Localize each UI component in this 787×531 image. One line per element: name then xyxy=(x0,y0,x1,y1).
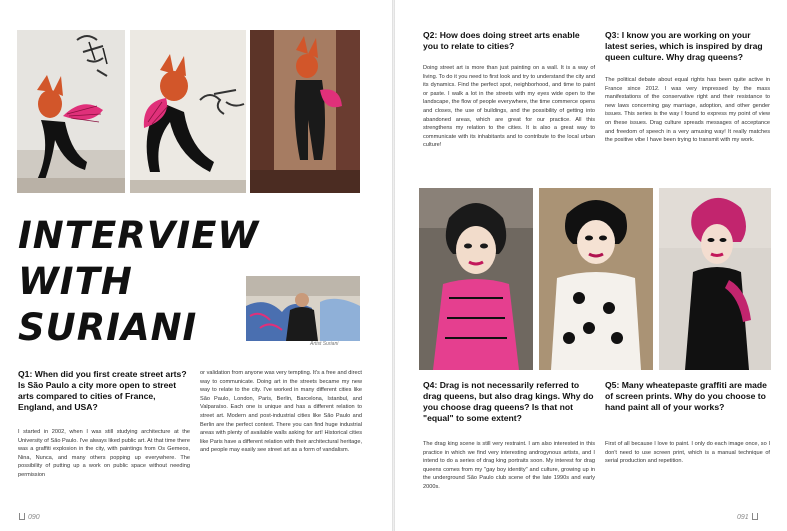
answer-3: The political debate about equal rights has been quite active in France since 2012. I was very impressed by the mass manifestations of the conservative right and their resistance to new laws concerning gay marriage, adoption, and other gender issues. This series is the way I found to express my point of view on these issues. Drag culture spreads messages of acceptance and freedom of speech in a very amusing way! It really matches the positive vibe I have been trying to transmit with my work. xyxy=(605,77,770,144)
question-1: Q1: When did you first create street arts? Is São Paulo a city more open to street arts compared to cities of France, England, and USA? xyxy=(18,369,187,412)
answer-1-column-1: I started in 2002, when I was still studying architecture at the University of São Paulo. I've always liked public art. At that time there was a graffiti explosion in the city, with paintings from Os Gemeos, Nina, Nunca, and many others popping up everywhere. The possibility of putting up a work on public space without needing permission xyxy=(18,429,190,478)
answer-2: Doing street art is more than just painting on a wall. It is a way of living. To do it you need to first look and try to understand the city and its dynamics. Find the perfect spot, neighborhood, and time to paint or paste. I walk a lot in the streets with my eyes wide open to the landscape, the flow of people everywhere, the time commerce opens and closes, the use of buildings, and the possibility of getting into abandoned areas, which are great for our practice. All this strengthens my relation to the cities. It is also a great way to communicate with its inhabitants and to contribute to the local urban culture! xyxy=(423,65,595,149)
title-line-2: SURIANI xyxy=(18,306,198,349)
photo-artist-portrait xyxy=(246,276,360,341)
left-page xyxy=(0,0,392,531)
page-number-left xyxy=(18,513,40,521)
photo-fox-graffiti-1 xyxy=(17,30,125,193)
page-number-right-text: 091 xyxy=(737,514,749,521)
question-4: Q4: Drag is not necessarily referred to drag queens, but also drag kings. Why do you choose drag queens? Is that not "equal" to some extent? xyxy=(423,380,594,423)
answer-1-column-2: or validation from anyone was very tempting. It's a free and direct way to communicate. Doing art in the streets became my new way to relate to the city. I've worked in many different cities like São Paulo, London, Paris, Berlin, Barcelona, Istanbul, and Valparaíso. Each one is unique and has a different relation to street art. Modern and post-industrial cities like São Paulo and Berlin are the perfect context. There you can find huge industrial areas with plenty of available walls asking for art! Historical cities like Paris have a different relation with their architectural heritage, and people may easily see street art as a form of vandalism. xyxy=(200,370,362,454)
photo-fox-graffiti-2 xyxy=(130,30,246,193)
question-5: Q5: Many wheatepaste graffiti are made of screen prints. Why do you choose to hand paint all of your works? xyxy=(605,380,767,412)
right-page xyxy=(395,0,787,531)
answer-4: The drag king scene is still very restraint. I am also interested in this practice in which we find very interesting androgynous artists, and I intend to do a series of drag king portraits soon. My interest for drag queens comes from my "gay boy identity" and culture, growing up in the underground São Paulo club scene of the late 1990s and early 2000s. xyxy=(423,441,595,490)
photo-drag-queen-1 xyxy=(419,188,533,370)
page-number-left-text: 090 xyxy=(27,514,40,521)
photo-caption: Artist Suriani xyxy=(310,341,339,347)
title-line-1: INTERVIEW WITH xyxy=(18,214,260,303)
photo-drag-queen-3 xyxy=(659,188,771,370)
folio-mark-icon xyxy=(752,513,758,520)
photo-drag-queen-2 xyxy=(539,188,653,370)
photo-fox-graffiti-3 xyxy=(250,30,360,193)
page-number-right xyxy=(737,513,759,521)
question-3: Q3: I know you are working on your latest series, which is inspired by drag queen culture. Why drag queens? xyxy=(605,30,763,62)
answer-5: First of all because I love to paint. I only do each image once, so I don't need to use screen print, which is a manual technique of serial production and repetition. xyxy=(605,441,770,465)
folio-mark-icon xyxy=(19,513,25,520)
question-2: Q2: How does doing street arts enable you to relate to cities? xyxy=(423,30,580,51)
